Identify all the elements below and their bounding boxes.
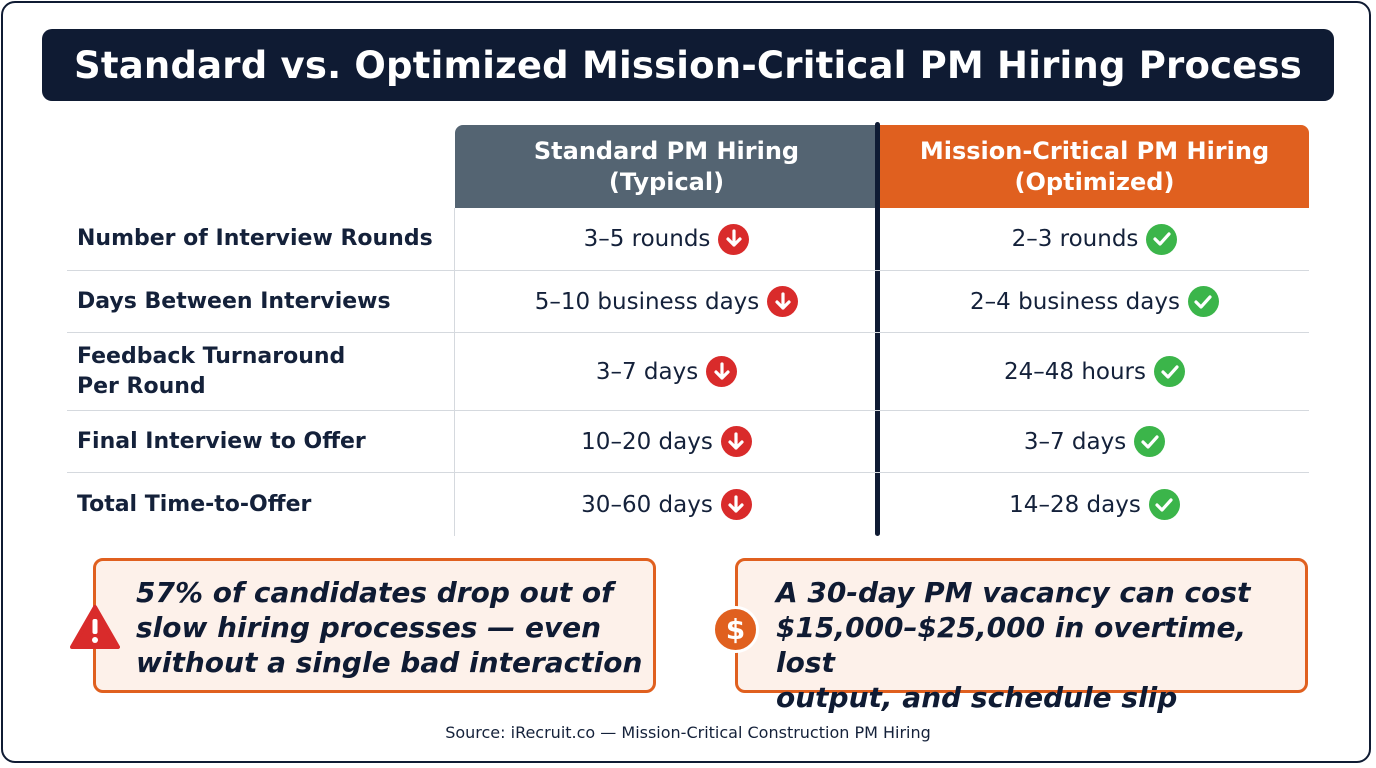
dropout-callout-text: 57% of candidates drop out of slow hiring processes — even without a single bad interaction <box>136 576 643 679</box>
standard-cell <box>455 271 878 332</box>
dollar-icon: $ <box>712 606 759 653</box>
row-label: Days Between Interviews <box>77 288 391 314</box>
optimized-value: 24–48 hours <box>1003 358 1146 385</box>
checkmark-icon <box>1149 489 1180 520</box>
optimized-cell <box>880 208 1309 270</box>
warning-icon <box>70 604 120 650</box>
checkmark-icon <box>1134 426 1165 457</box>
checkmark-icon <box>1154 356 1185 387</box>
column-header-optimized <box>880 125 1309 208</box>
column-header-standard-line2: (Typical) <box>608 167 725 196</box>
vacancy-cost-callout-text: A 30-day PM vacancy can cost $15,000–$25,000 in overtime, lost output, and schedule slip <box>776 576 1251 714</box>
source-citation: Source: iRecruit.co — Mission-Critical Construction PM Hiring <box>445 723 931 742</box>
standard-value: 3–5 rounds <box>583 226 711 252</box>
page-title: Standard vs. Optimized Mission-Critical PM Hiring Process <box>74 43 1302 87</box>
down-arrow-icon <box>767 286 798 317</box>
optimized-cell <box>880 333 1309 410</box>
table-row <box>67 411 1309 472</box>
table-row <box>67 208 1309 270</box>
row-label: Number of Interview Rounds <box>77 226 433 251</box>
standard-cell <box>455 473 878 536</box>
standard-value: 30–60 days <box>581 491 713 518</box>
table-row <box>67 271 1309 332</box>
down-arrow-icon <box>706 356 737 387</box>
optimized-value: 2–3 rounds <box>1011 226 1139 252</box>
column-header-optimized-line1: Mission-Critical PM Hiring <box>919 136 1270 165</box>
standard-value: 3–7 days <box>595 358 699 385</box>
standard-cell <box>455 333 878 410</box>
column-header-standard <box>455 125 878 208</box>
optimized-cell <box>880 271 1309 332</box>
row-label: Final Interview to Offer <box>77 428 366 454</box>
standard-value: 10–20 days <box>581 428 713 455</box>
checkmark-icon <box>1146 224 1177 255</box>
dropout-callout <box>93 558 656 693</box>
optimized-value: 14–28 days <box>1009 491 1141 518</box>
table-row <box>67 333 1309 410</box>
optimized-cell <box>880 411 1309 472</box>
row-label: Feedback Turnaround Per Round <box>77 343 346 399</box>
optimized-value: 2–4 business days <box>970 288 1180 315</box>
standard-cell <box>455 411 878 472</box>
optimized-cell <box>880 473 1309 536</box>
checkmark-icon <box>1188 286 1219 317</box>
standard-value: 5–10 business days <box>534 288 760 315</box>
vacancy-cost-callout <box>735 558 1308 714</box>
column-header-standard-line1: Standard PM Hiring <box>533 136 800 165</box>
down-arrow-icon <box>721 489 752 520</box>
optimized-value: 3–7 days <box>1023 428 1127 455</box>
table-row <box>67 473 1309 536</box>
down-arrow-icon <box>718 224 749 255</box>
down-arrow-icon <box>721 426 752 457</box>
standard-cell <box>455 208 878 270</box>
row-label: Total Time-to-Offer <box>77 491 312 517</box>
column-header-optimized-line2: (Optimized) <box>1014 167 1175 196</box>
title-banner <box>42 29 1334 101</box>
